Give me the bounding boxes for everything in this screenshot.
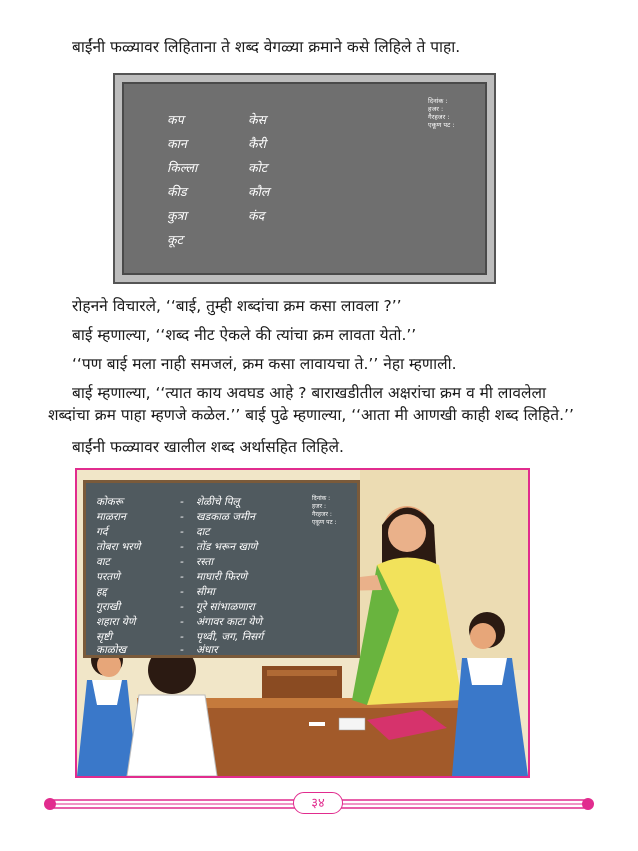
blackboard-surface	[122, 82, 487, 275]
page-number: ३४	[293, 792, 343, 814]
word-meaning-row: सृष्टी - पृथ्वी, जग, निसर्ग	[96, 631, 264, 643]
dialogue-line: शब्दांचा क्रम पाहा म्हणजे कळेल.’’ बाई पुढे म्हणाल्या, ‘‘आता मी आणखी काही शब्द लिहिते.’’	[48, 406, 574, 424]
board-word: कुत्रा	[167, 208, 187, 223]
word-meaning-row: वाट - रस्ता	[96, 556, 214, 568]
board-word: कौल	[248, 184, 270, 199]
word-meaning-row: हद्द - सीमा	[96, 586, 215, 598]
board-word: कंद	[248, 208, 265, 223]
board-word: केस	[248, 112, 267, 127]
board-word: कीड	[167, 184, 187, 199]
board-attendance-info: दिनांक : हजर : गैरहजर : एकूण पट :	[312, 495, 337, 526]
word-meaning-row: कोकरू - शेळीचे पिलू	[96, 496, 240, 508]
instruction-text: बाईंनी फळ्यावर लिहिताना ते शब्द वेगळ्या क्रमाने कसे लिहिले ते पाहा.	[72, 38, 461, 56]
board-word: किल्ला	[167, 160, 198, 175]
board-attendance-info: दिनांक : हजर : गैरहजर : एकूण पट :	[428, 97, 455, 129]
word-meaning-row: तोबरा भरणे - तोंड भरून खाणे	[96, 541, 258, 553]
blackboard-word-meanings	[83, 480, 360, 658]
word-meaning-row: गुराखी - गुरे सांभाळणारा	[96, 601, 255, 613]
classroom-illustration	[75, 468, 530, 778]
instruction-text: बाईंनी फळ्यावर खालील शब्द अर्थासहित लिहिले.	[72, 438, 344, 456]
dialogue-line: बाई म्हणाल्या, ‘‘त्यात काय अवघड आहे ? बाराखडीतील अक्षरांचा क्रम व मी लावलेला	[72, 384, 547, 402]
dialogue-line: बाई म्हणाल्या, ‘‘शब्द नीट ऐकले की त्यांचा क्रम लावता येतो.’’	[72, 326, 417, 344]
blackboard-word-list	[113, 73, 496, 284]
word-meaning-row: काळोख - अंधार	[96, 644, 218, 656]
board-word: कैरी	[248, 136, 266, 151]
board-word: कप	[167, 112, 184, 127]
word-meaning-row: माळरान - खडकाळ जमीन	[96, 511, 255, 523]
board-word: कान	[167, 136, 187, 151]
word-meaning-row: गर्द - दाट	[96, 526, 210, 538]
dialogue-line: ‘‘पण बाई मला नाही समजलं, क्रम कसा लावायचा ते.’’ नेहा म्हणाली.	[72, 355, 457, 373]
board-word: कूट	[167, 232, 183, 247]
word-meaning-row: शहारा येणे - अंगावर काटा येणे	[96, 616, 262, 628]
board-word: कोट	[248, 160, 268, 175]
word-meaning-row: परतणे - माघारी फिरणे	[96, 571, 247, 583]
dialogue-line: रोहनने विचारले, ‘‘बाई, तुम्ही शब्दांचा क्रम कसा लावला ?’’	[72, 297, 402, 315]
